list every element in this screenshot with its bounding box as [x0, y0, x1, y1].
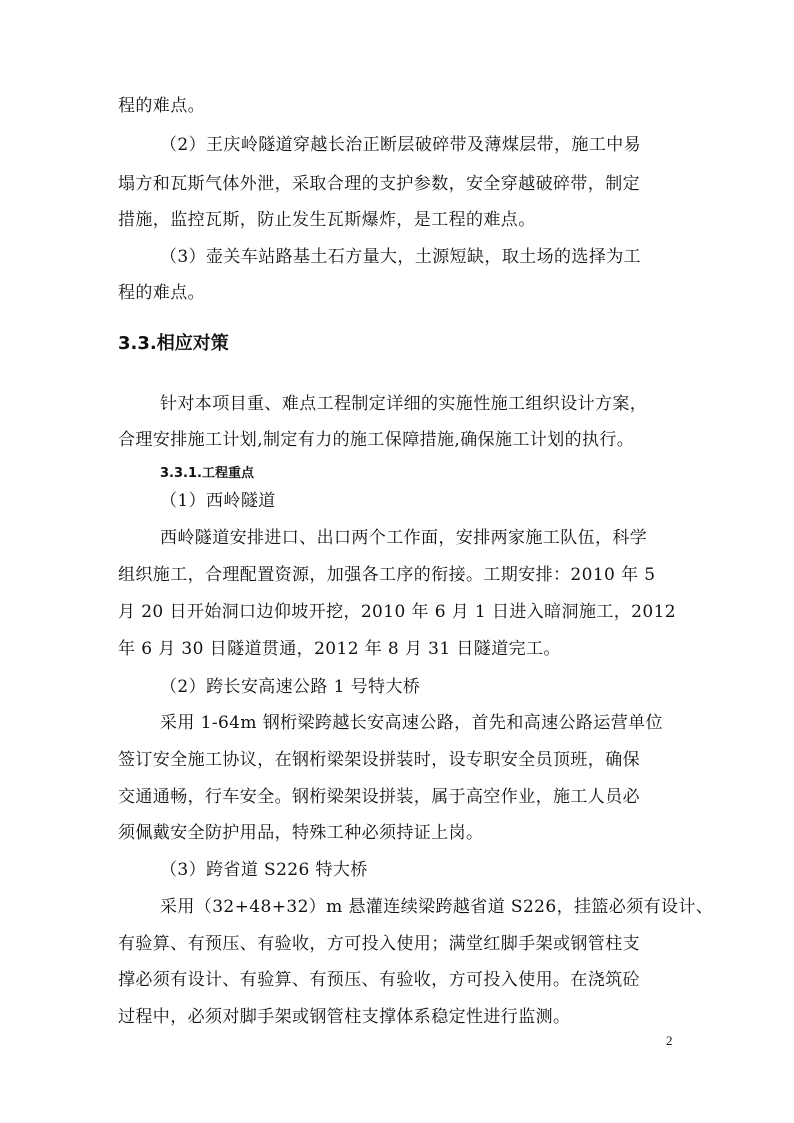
paragraph-line: （2）王庆岭隧道穿越长治正断层破碎带及薄煤层带，施工中易: [160, 135, 642, 155]
paragraph-line: 采用 1-64m 钢桁梁跨越长安高速公路，首先和高速公路运营单位: [160, 713, 663, 733]
section-heading: 3.3.相应对策: [118, 333, 229, 354]
paragraph-line: 塌方和瓦斯气体外泄，采取合理的支护参数，安全穿越破碎带，制定: [118, 174, 640, 194]
paragraph-line: 组织施工，合理配置资源，加强各工序的衔接。工期安排：2010 年 5: [118, 565, 656, 585]
paragraph-line: 签订安全施工协议，在钢桁梁架设拼装时，设专职安全员顶班，确保: [118, 750, 640, 770]
paragraph-line: 合理安排施工计划,制定有力的施工保障措施,确保施工计划的执行。: [118, 430, 635, 450]
item-title: （1）西岭隧道: [160, 491, 276, 511]
paragraph-line: 有验算、有预压、有验收，方可投入使用；满堂红脚手架或钢管柱支: [118, 934, 640, 954]
paragraph-line: （3）壶关车站路基土石方量大，土源短缺，取土场的选择为工: [160, 247, 642, 267]
paragraph-line: 年 6 月 30 日隧道贯通，2012 年 8 月 31 日隧道完工。: [118, 639, 561, 659]
paragraph-line: 西岭隧道安排进口、出口两个工作面，安排两家施工队伍，科学: [160, 528, 648, 548]
paragraph-line: 过程中，必须对脚手架或钢管柱支撑体系稳定性进行监测。: [118, 1007, 571, 1027]
item-title: （2）跨长安高速公路 1 号特大桥: [160, 677, 421, 697]
subsection-heading: 3.3.1.工程重点: [160, 466, 254, 481]
paragraph-line: 交通通畅，行车安全。钢桁梁架设拼装，属于高空作业，施工人员必: [118, 787, 640, 807]
paragraph-line: 须佩戴安全防护用品，特殊工种必须持证上岗。: [118, 823, 484, 843]
page-number: 2: [666, 1033, 673, 1048]
paragraph-line: 程的难点。: [118, 96, 205, 116]
paragraph-line: 针对本项目重、难点工程制定详细的实施性施工组织设计方案，: [160, 394, 648, 414]
item-title: （3）跨省道 S226 特大桥: [160, 860, 368, 880]
paragraph-line: 撑必须有设计、有验算、有预压、有验收，方可投入使用。在浇筑砼: [118, 970, 640, 990]
paragraph-line: 采用（32+48+32）m 悬灌连续梁跨越省道 S226，挂篮必须有设计、: [160, 897, 714, 917]
paragraph-line: 月 20 日开始洞口边仰坡开挖，2010 年 6 月 1 日进入暗洞施工，2012: [118, 602, 677, 622]
paragraph-line: 程的难点。: [118, 283, 205, 303]
paragraph-line: 措施，监控瓦斯，防止发生瓦斯爆炸，是工程的难点。: [118, 210, 536, 230]
